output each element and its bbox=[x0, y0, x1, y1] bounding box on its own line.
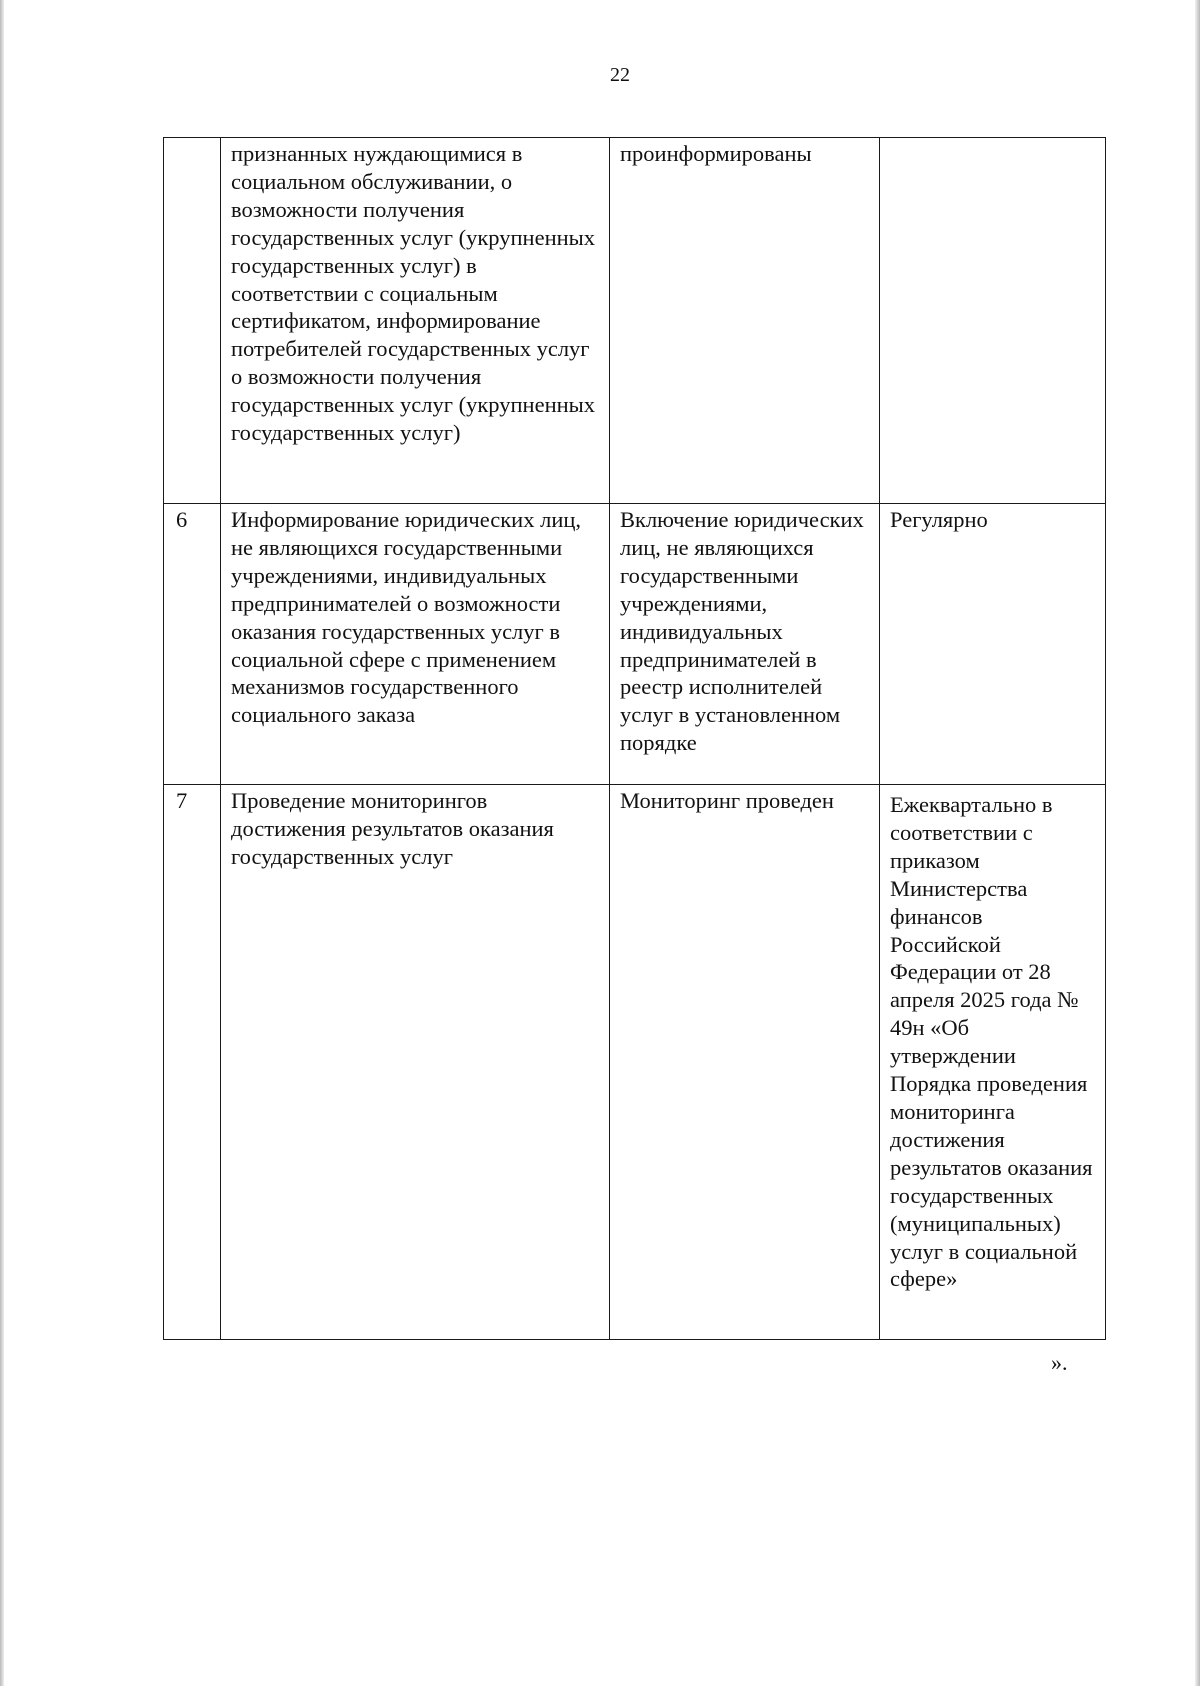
table-row bbox=[164, 138, 1106, 504]
page-number: 22 bbox=[610, 64, 630, 86]
measure-description: признанных нуждающимися в социальном обслуживании, о возможности получения государственных услуг (укрупненных государственных услуг) в соответствии с социальным сертификатом, информирование потребителей государственных услуг о возможности получения государственных услуг (укрупненных государственных услуг) bbox=[221, 138, 610, 504]
measures-table bbox=[163, 137, 1106, 1340]
measure-description: Проведение мониторингов достижения результатов оказания государственных услуг bbox=[221, 785, 610, 1340]
table-row bbox=[164, 504, 1106, 785]
implementation-term: Ежеквартально в соответствии с приказом Министерства финансов Российской Федерации от 28 апреля 2025 года № 49н «Об утверждении Порядка проведения мониторинга достижения результатов оказания государственных (муниципальных) услуг в социальной сфере» bbox=[880, 785, 1106, 1340]
row-number: 6 bbox=[164, 504, 221, 785]
row-number: 7 bbox=[164, 785, 221, 1340]
expected-result: Включение юридических лиц, не являющихся государственными учреждениями, индивидуальных предпринимателей в реестр исполнителей услуг в установленном порядке bbox=[610, 504, 880, 785]
scan-edge-right bbox=[1195, 0, 1200, 1686]
row-number bbox=[164, 138, 221, 504]
expected-result: проинформированы bbox=[610, 138, 880, 504]
implementation-term bbox=[880, 138, 1106, 504]
closing-quote-mark: ». bbox=[1051, 1350, 1068, 1375]
implementation-term: Регулярно bbox=[880, 504, 1106, 785]
measure-description: Информирование юридических лиц, не являющихся государственными учреждениями, индивидуальных предпринимателей о возможности оказания государственных услуг в социальной сфере с применением механизмов государственного социального заказа bbox=[221, 504, 610, 785]
expected-result: Мониторинг проведен bbox=[610, 785, 880, 1340]
table-row bbox=[164, 785, 1106, 1340]
scan-edge-left bbox=[0, 0, 4, 1686]
